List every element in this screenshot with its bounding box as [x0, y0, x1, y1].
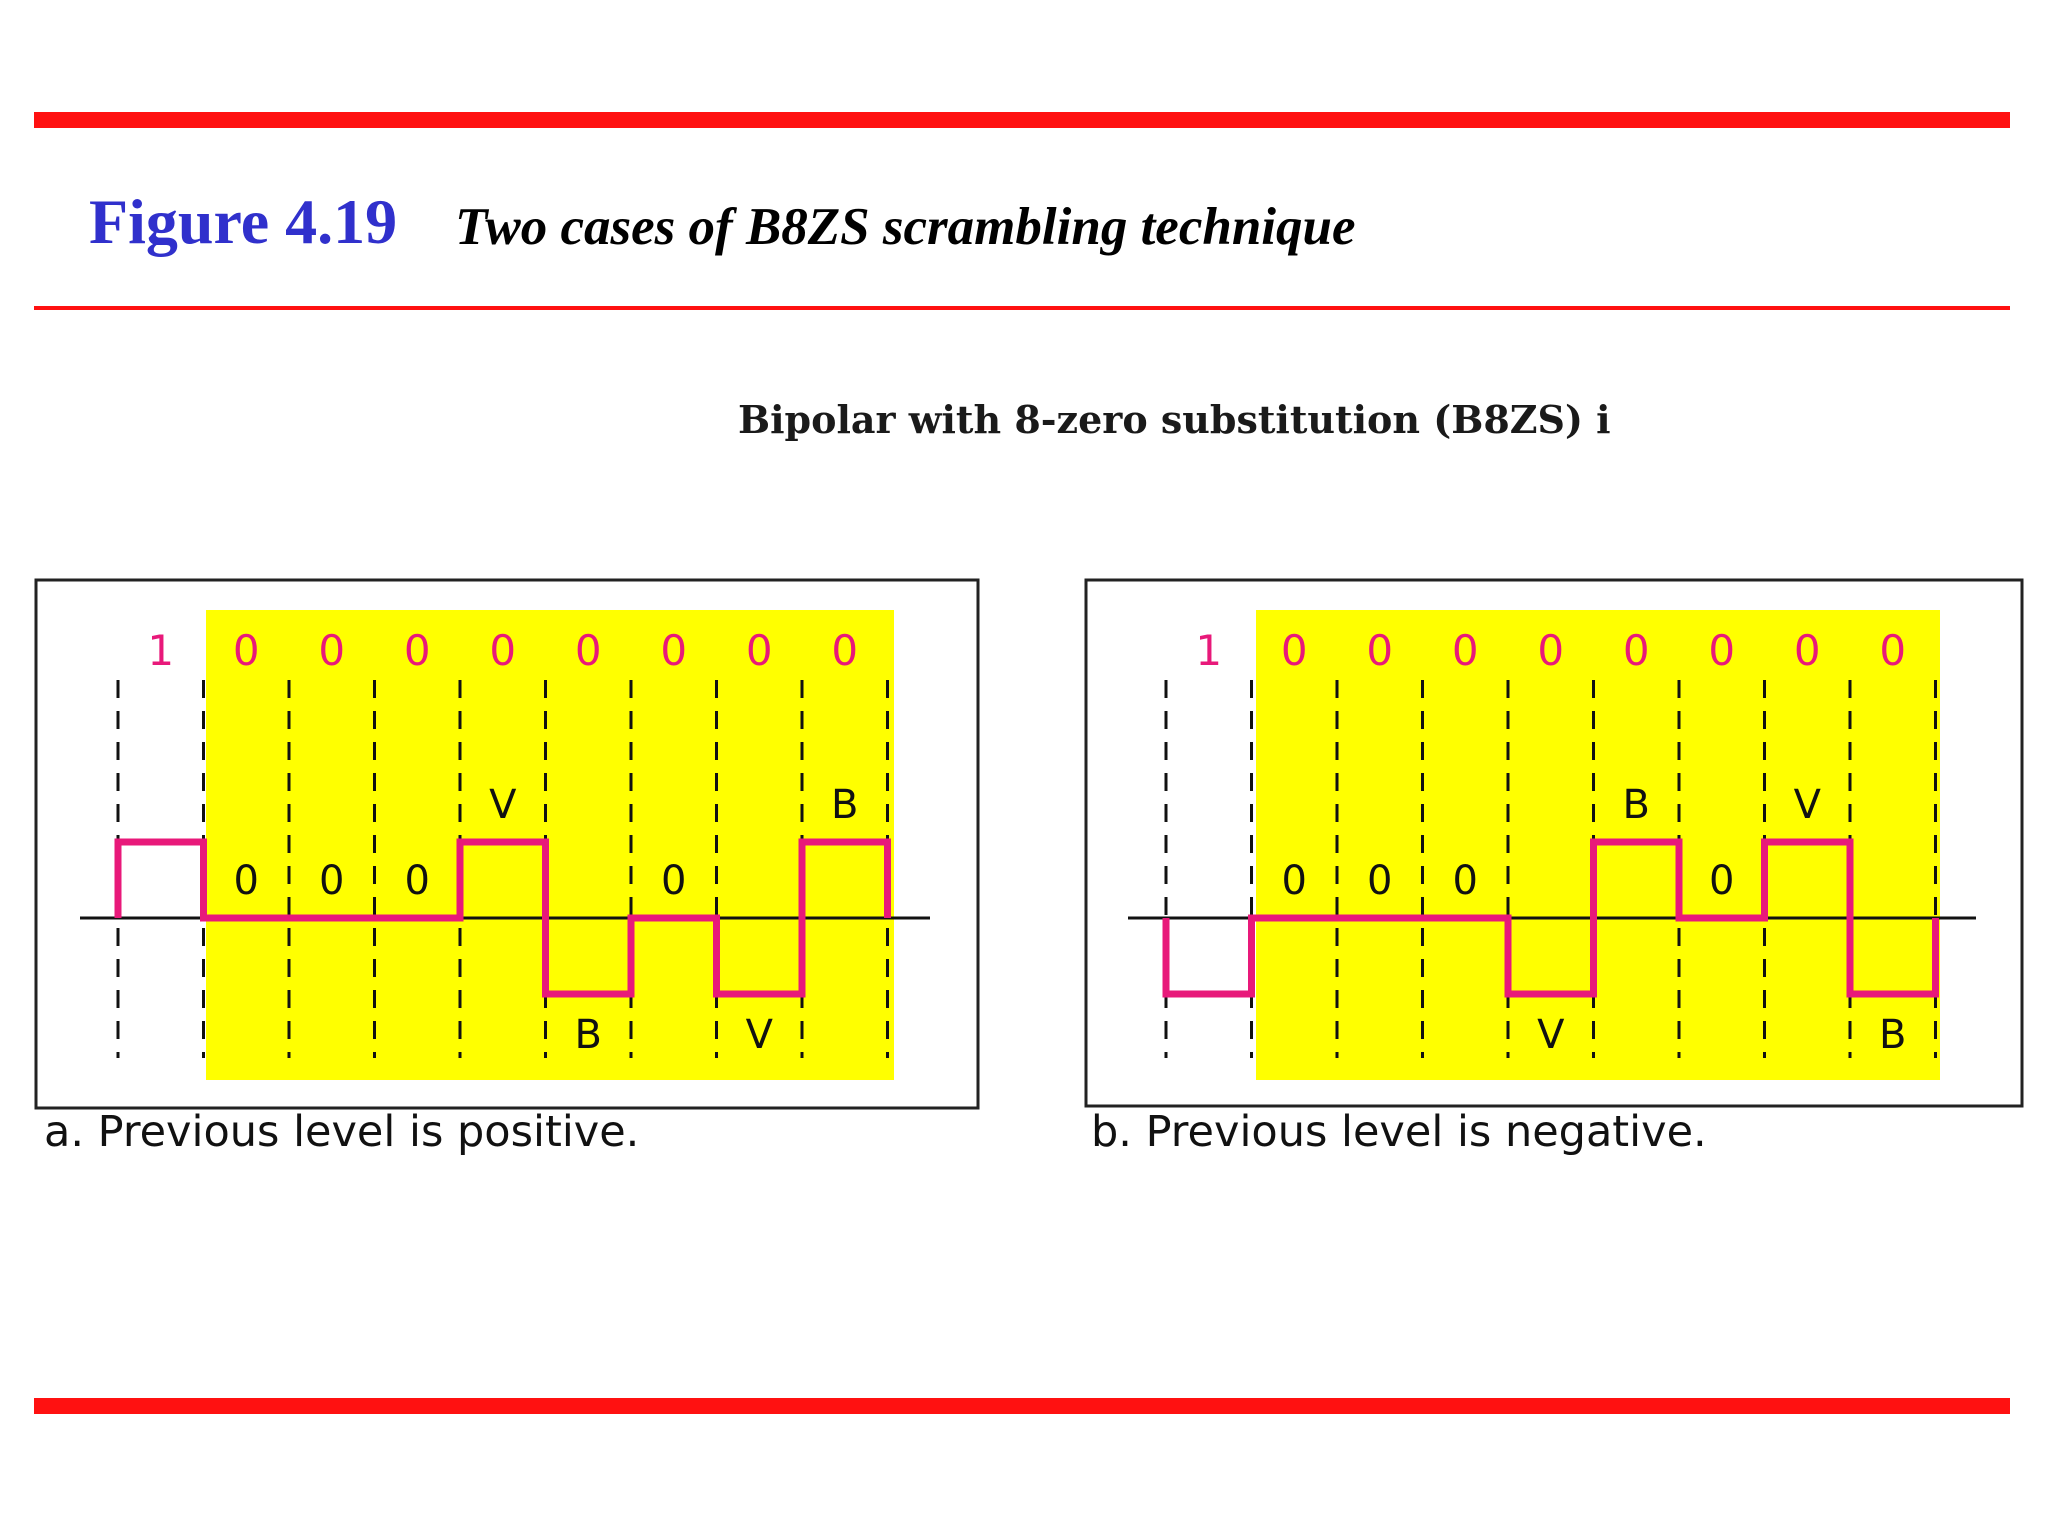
bit-label: 1 — [147, 626, 175, 675]
panel-a-caption: a. Previous level is positive. — [44, 1107, 640, 1157]
bit-label: 0 — [1879, 626, 1907, 675]
panel-b — [1086, 580, 2022, 1106]
bit-label: 0 — [574, 626, 602, 675]
bit-label: 0 — [318, 626, 346, 675]
pulse-label: V — [489, 782, 517, 828]
bit-label: 0 — [660, 626, 688, 675]
pulse-label: B — [831, 782, 859, 828]
bit-label: 0 — [831, 626, 859, 675]
bit-label: 0 — [1622, 626, 1650, 675]
pulse-label: 0 — [319, 858, 345, 904]
pulse-label: 0 — [1367, 858, 1393, 904]
bit-label: 0 — [1537, 626, 1565, 675]
bit-label: 0 — [745, 626, 773, 675]
pulse-label: B — [1879, 1012, 1907, 1058]
bit-label: 0 — [403, 626, 431, 675]
bit-label: 0 — [232, 626, 260, 675]
bit-label: 0 — [1366, 626, 1394, 675]
subtitle: Bipolar with 8-zero substitution (B8ZS) i — [738, 397, 1611, 442]
pulse-label: 0 — [1709, 858, 1735, 904]
eight-zeros-highlight — [206, 610, 894, 1080]
pulse-label: B — [1622, 782, 1650, 828]
bit-label: 1 — [1195, 626, 1223, 675]
figure-caption: Two cases of B8ZS scrambling technique — [455, 198, 1356, 256]
pulse-label: V — [1537, 1012, 1565, 1058]
bit-label: 0 — [1708, 626, 1736, 675]
pulse-label: V — [745, 1012, 773, 1058]
pulse-label: 0 — [1452, 858, 1478, 904]
panel-b-caption: b. Previous level is negative. — [1091, 1107, 1707, 1157]
pulse-label: B — [574, 1012, 602, 1058]
bit-label: 0 — [1280, 626, 1308, 675]
bit-label: 0 — [1451, 626, 1479, 675]
bit-label: 0 — [1793, 626, 1821, 675]
bottom-rule — [34, 1398, 2010, 1414]
pulse-label: 0 — [233, 858, 259, 904]
bit-label: 0 — [489, 626, 517, 675]
pulse-label: V — [1793, 782, 1821, 828]
pulse-label: 0 — [404, 858, 430, 904]
pulse-label: 0 — [1281, 858, 1307, 904]
pulse-label: 0 — [661, 858, 687, 904]
panel-a — [36, 580, 978, 1108]
figure-label: Figure 4.19 — [89, 186, 398, 257]
